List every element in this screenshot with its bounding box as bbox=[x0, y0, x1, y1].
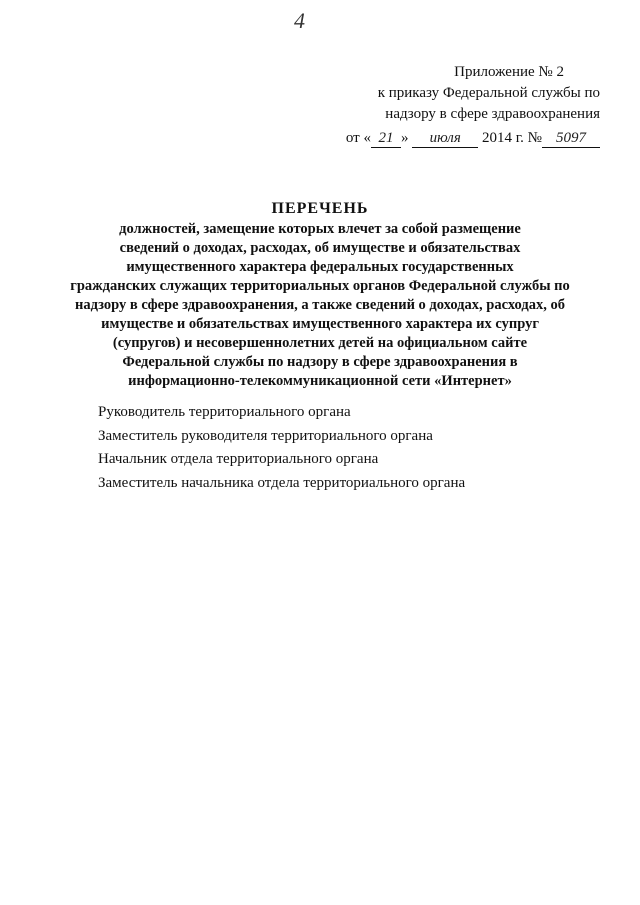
handwritten-month: июля bbox=[412, 129, 478, 148]
heading-line: надзору в сфере здравоохранения, а также сведений о доходах, расходах, об bbox=[75, 297, 565, 313]
handwritten-order-number: 5097 bbox=[542, 129, 600, 148]
date-quote-close: » bbox=[400, 130, 409, 146]
heading-line: гражданских служащих территориальных органов Федеральной службы по bbox=[70, 278, 570, 294]
order-date-line bbox=[300, 128, 600, 149]
heading-line: Федеральной службы по надзору в сфере здравоохранения в bbox=[122, 354, 518, 370]
appendix-agency-line: надзору в сфере здравоохранения bbox=[385, 106, 600, 122]
heading-line: информационно-телекоммуникационной сети «Интернет» bbox=[128, 373, 512, 389]
position-item: Заместитель руководителя территориального органа bbox=[98, 427, 433, 444]
heading-line: имуществе и обязательствах имущественного характера их супруг bbox=[101, 316, 539, 332]
handwritten-day: 21 bbox=[371, 129, 401, 148]
heading-line: (супругов) и несовершеннолетних детей на официальном сайте bbox=[112, 335, 528, 351]
appendix-title: Приложение № 2 bbox=[454, 64, 564, 80]
page-number: 4 bbox=[294, 8, 305, 33]
appendix-order-line: к приказу Федеральной службы по bbox=[377, 85, 600, 101]
position-item: Руководитель территориального органа bbox=[98, 404, 351, 420]
heading-line: имущественного характера федеральных государственных bbox=[126, 259, 514, 275]
position-item: Начальник отдела территориального органа bbox=[98, 451, 379, 467]
document-heading bbox=[40, 200, 600, 391]
date-prefix: от « bbox=[345, 130, 371, 146]
appendix-block bbox=[300, 62, 600, 149]
position-item: Заместитель начальника отдела территориального органа bbox=[98, 474, 466, 491]
heading-text bbox=[40, 220, 600, 391]
heading-line: сведений о доходах, расходах, об имуществе и обязательствах bbox=[119, 240, 521, 256]
date-year: 2014 г. № bbox=[481, 130, 542, 146]
heading-line: должностей, замещение которых влечет за собой размещение bbox=[119, 221, 521, 237]
heading-title: ПЕРЕЧЕНЬ bbox=[271, 200, 369, 217]
positions-list bbox=[98, 402, 598, 496]
